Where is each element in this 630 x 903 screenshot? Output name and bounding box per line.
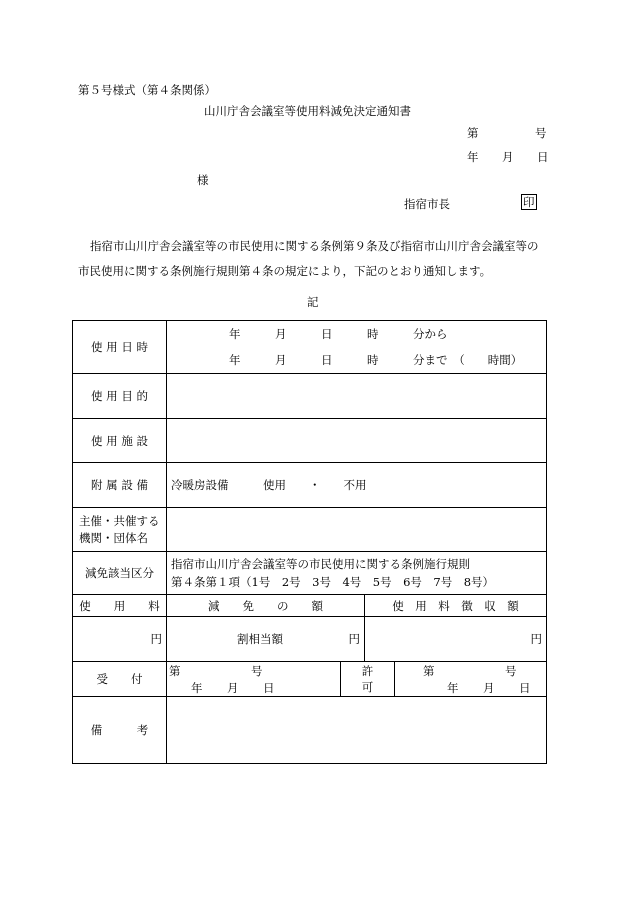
value-receipt[interactable] [167,662,341,697]
exemption-line-1: 指宿市山川庁舎会議室等の市民使用に関する条例施行規則 [171,557,470,571]
date-nen: 年 [467,150,479,164]
value-usage-datetime[interactable] [167,321,547,374]
value-remarks[interactable] [167,697,547,764]
row-usage-datetime [73,321,547,374]
row-fee-headers [73,595,547,617]
reduction-yen: 円 [348,632,360,646]
exemption-line-2: 第４条第１項（1号 2号 3号 4号 5号 6号 7号 8号） [171,575,495,589]
date-hi: 日 [537,150,549,164]
header-fee: 使 用 料 [73,595,167,617]
value-organizer[interactable] [167,508,547,552]
value-exemption[interactable] [167,552,547,595]
header-reduction: 減 免 の 額 [167,595,365,617]
row-exemption [73,552,547,595]
permit-tsuki: 月 [483,681,495,695]
row-facility [73,419,547,463]
doc-number-go: 号 [535,126,547,140]
form-table [72,320,547,764]
value-permit[interactable] [395,662,547,697]
row-remarks [73,697,547,764]
ki-heading: 記 [307,295,319,309]
receipt-tsuki: 月 [227,681,239,695]
label-organizer-line-2: 機関・団体名 [79,530,148,545]
label-receipt: 受 付 [73,662,167,697]
row-receipt-permit [73,662,547,697]
permit-nen: 年 [447,681,459,695]
header-collected: 使 用 料 徴 収 額 [365,595,547,617]
collected-yen: 円 [530,632,542,646]
value-facility[interactable] [167,419,547,463]
document-title: 山川庁舎会議室等使用料減免決定通知書 [204,104,411,118]
label-usage-datetime: 使 用 日 時 [73,321,167,374]
receipt-go: 号 [251,664,263,678]
label-purpose: 使 用 目 的 [73,374,167,419]
label-remarks: 備 考 [73,697,167,764]
doc-number-dai: 第 [467,126,479,140]
fee-yen: 円 [150,632,162,646]
label-equipment: 附 属 設 備 [73,463,167,508]
receipt-hi: 日 [263,681,275,695]
warisoto-label: 割相当額 [237,632,283,646]
body-line-1: 指宿市山川庁舎会議室等の市民使用に関する条例第９条及び指宿市山川庁舎会議室等の [90,239,539,253]
label-organizer-line-1: 主催・共催する [79,513,160,528]
row-purpose [73,374,547,419]
row-organizer [73,508,547,552]
fee-amount-cell[interactable] [73,617,167,662]
usage-to-line: 年 月 日 時 分まで （ 時間） [229,353,523,367]
reduction-amount-cell[interactable] [167,617,365,662]
receipt-dai: 第 [169,664,181,678]
row-fee-values [73,617,547,662]
collected-amount-cell[interactable] [365,617,547,662]
label-facility: 使 用 施 設 [73,419,167,463]
form-number: 第５号様式（第４条関係） [78,83,216,97]
issuer: 指宿市長 [404,197,450,211]
addressee-sama: 様 [197,173,209,187]
permit-hi: 日 [519,681,531,695]
label-organizer [73,508,167,552]
value-purpose[interactable] [167,374,547,419]
body-paragraph [78,234,558,284]
body-line-2: 市民使用に関する条例施行規則第４条の規定により，下記のとおり通知します。 [78,264,492,278]
seal-mark: 印 [523,195,535,209]
value-equipment[interactable]: 冷暖房設備 使用 ・ 不用 [167,463,547,508]
row-equipment [73,463,547,508]
permit-dai: 第 [423,664,435,678]
date-tsuki: 月 [502,150,514,164]
label-exemption: 減免該当区分 [73,552,167,595]
permit-go: 号 [505,664,517,678]
receipt-nen: 年 [191,681,203,695]
usage-from-line: 年 月 日 時 分から [229,327,448,341]
label-permit: 許 可 [341,662,395,697]
